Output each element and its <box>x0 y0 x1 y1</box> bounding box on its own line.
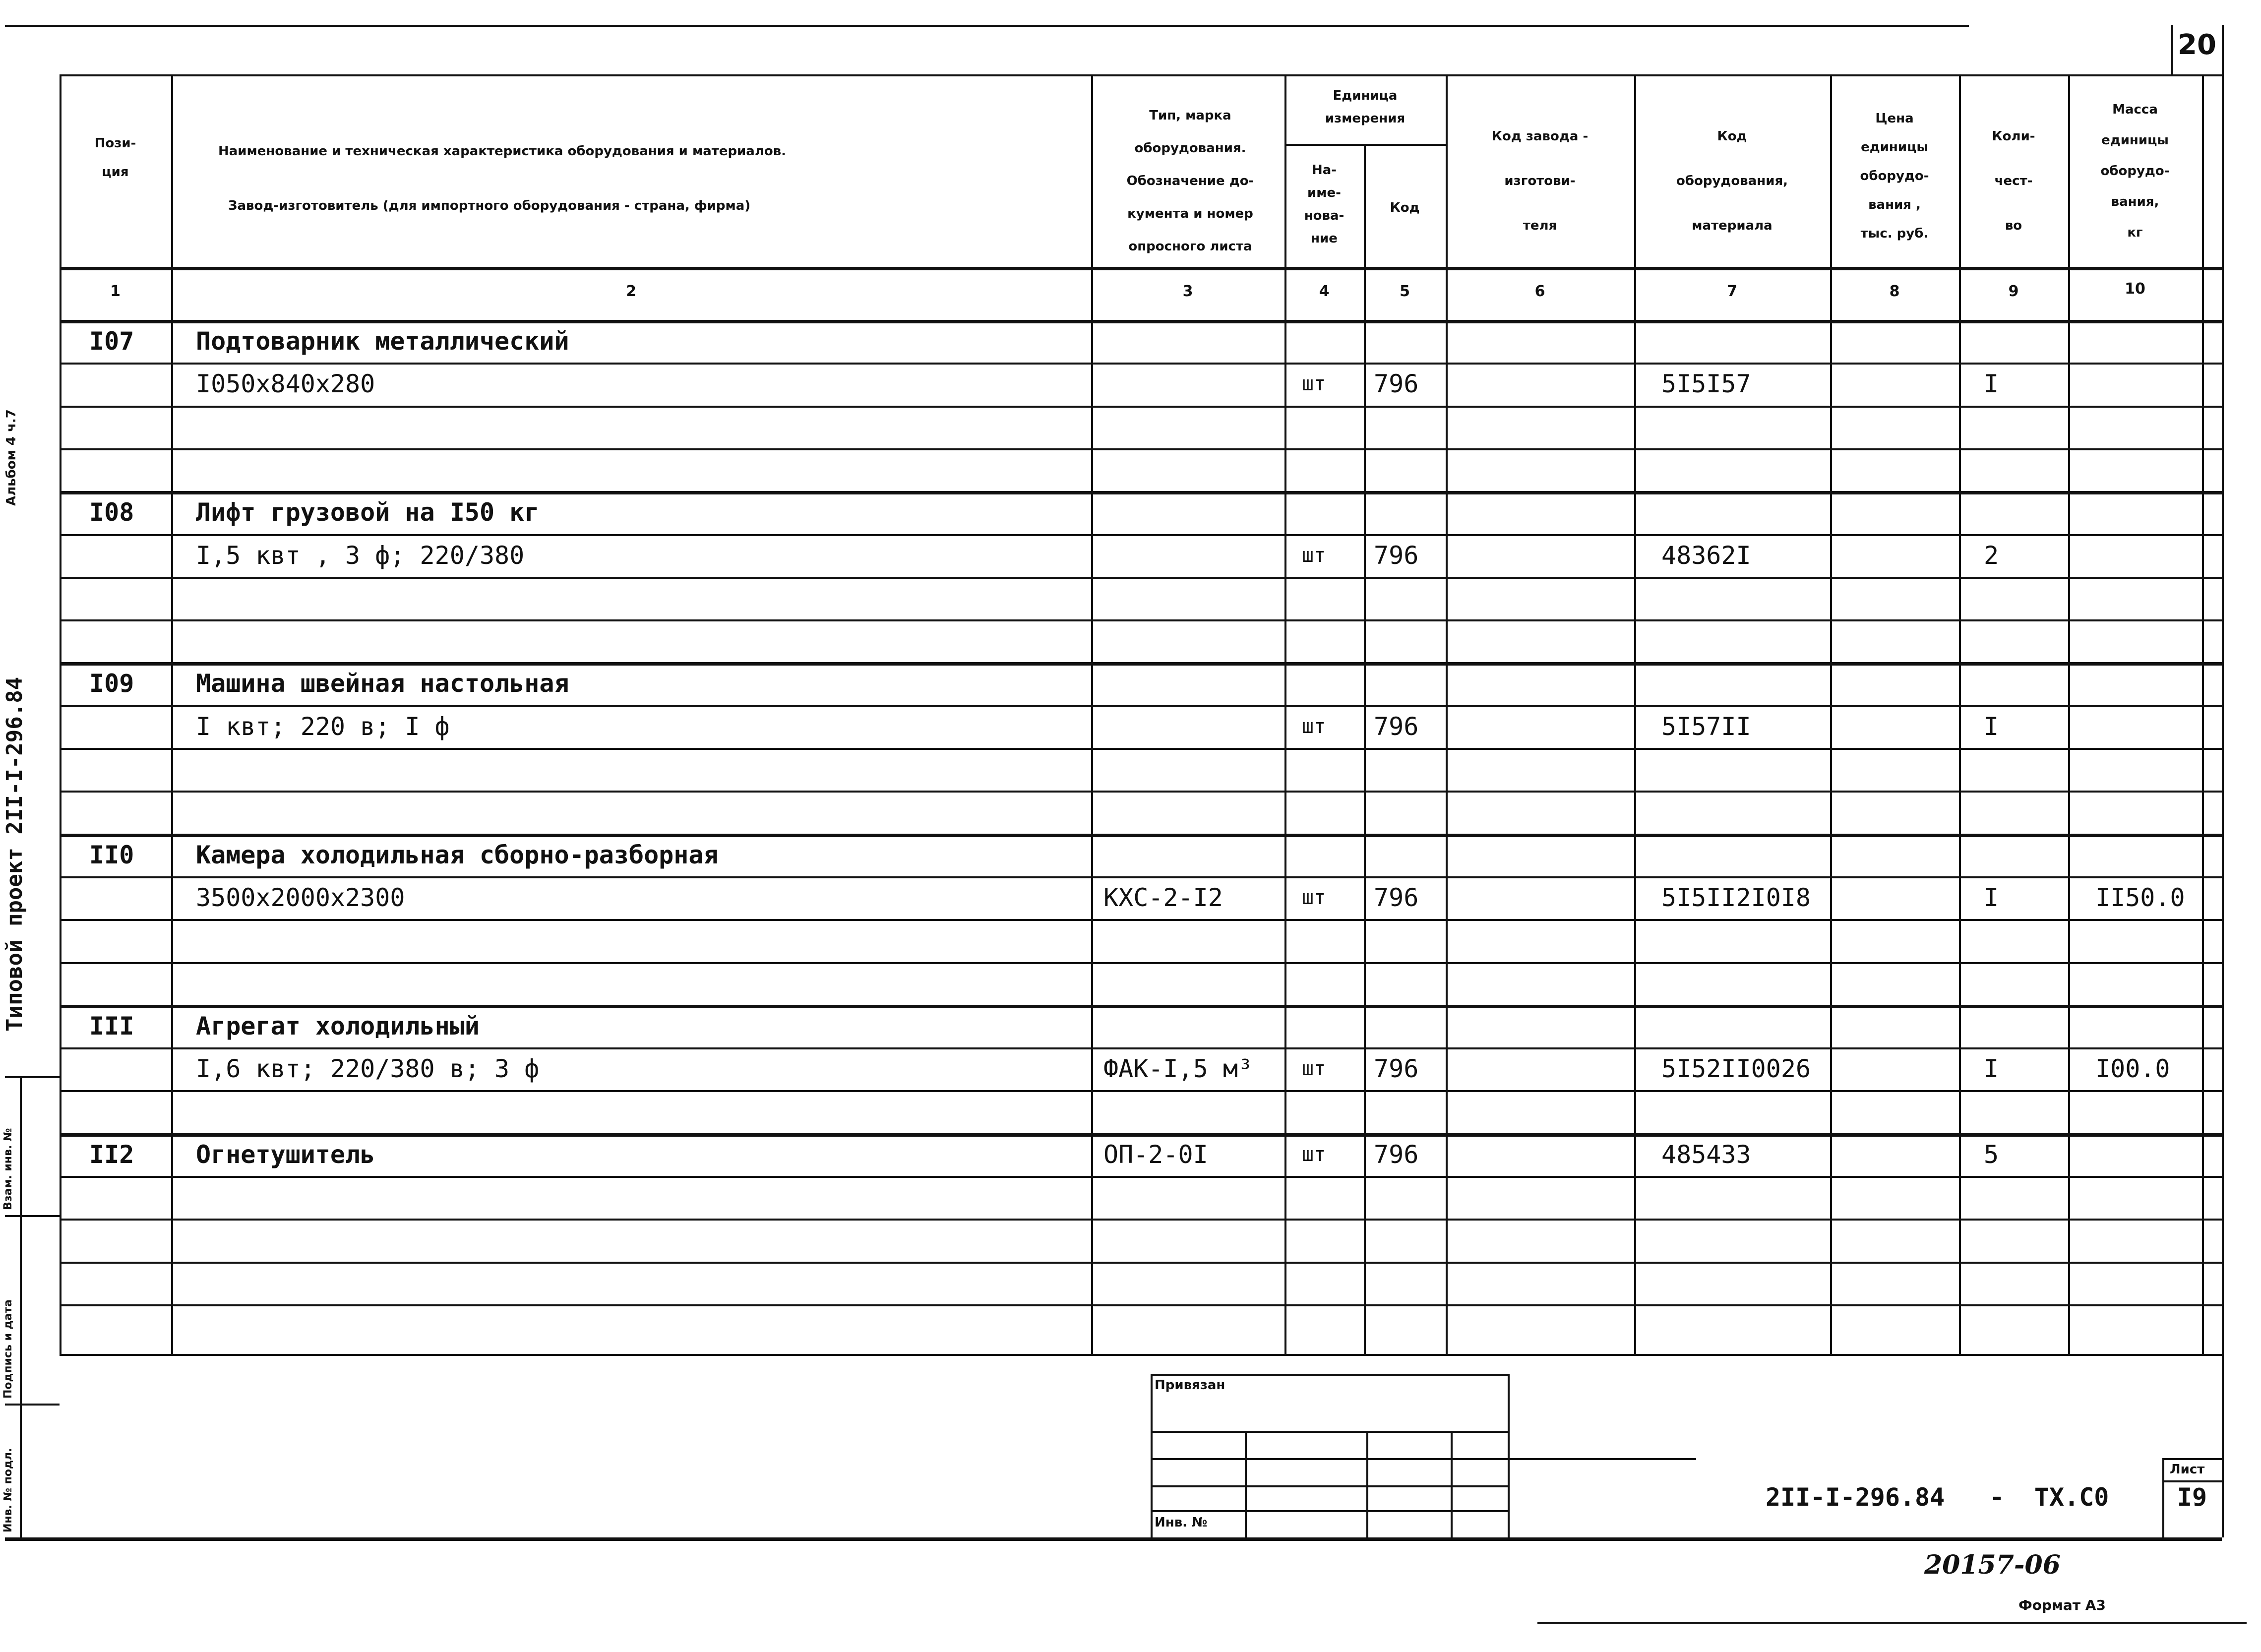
margin-h-1 <box>5 1076 60 1078</box>
colnum-3: 3 <box>1182 283 1193 300</box>
stamp-v-3 <box>1451 1431 1453 1537</box>
stamp-v-2 <box>1366 1431 1368 1537</box>
stamp-line-1 <box>1151 1431 1508 1433</box>
row-name: Агрегат холодильный <box>196 1011 480 1040</box>
row-separator <box>60 363 2222 365</box>
sheet-box-left <box>2162 1458 2164 1537</box>
row-separator <box>60 919 2222 921</box>
header-col8: Цена единицы оборудо- вания , тыс. руб. <box>1860 111 1929 241</box>
row-mass: II50.0 <box>2095 883 2185 912</box>
header-bottom <box>60 267 2222 270</box>
row-separator <box>60 962 2222 964</box>
top-border <box>5 25 1969 27</box>
row-type: ОП-2-0I <box>1103 1140 1208 1169</box>
side-project: Типовой проект 2II-I-296.84 <box>2 676 27 1032</box>
row-separator <box>60 619 2222 621</box>
col-line-2 <box>1091 74 1093 1354</box>
stamp-inv-label: Инв. № <box>1155 1515 1208 1530</box>
row-code: 796 <box>1374 1054 1419 1084</box>
row-equip-code: 5I57II <box>1661 712 1751 741</box>
frame-top <box>60 74 2222 76</box>
side-inv-orig: Инв. № подл. <box>2 1448 14 1532</box>
row-position: III <box>89 1011 134 1040</box>
row-quantity: 5 <box>1984 1140 1999 1169</box>
row-name: Огнетушитель <box>196 1140 375 1169</box>
row-separator <box>60 1219 2222 1221</box>
colnum-5: 5 <box>1400 283 1410 300</box>
sheet-box-mid <box>2162 1480 2222 1482</box>
row-separator <box>60 748 2222 750</box>
row-position: I09 <box>89 669 134 698</box>
row-position: I07 <box>89 327 134 356</box>
row-separator <box>60 1304 2222 1306</box>
format-label: Формат А3 <box>2018 1597 2106 1613</box>
row-separator <box>60 791 2222 793</box>
stamp-right <box>1508 1374 1510 1537</box>
row-unit: шт <box>1302 1057 1326 1081</box>
stamp-line-2 <box>1151 1458 1696 1460</box>
row-position: I08 <box>89 498 134 527</box>
sheet-box-top <box>2162 1458 2222 1460</box>
header-col7: Код оборудования, материала <box>1676 129 1788 233</box>
table-bottom <box>60 1354 2222 1356</box>
stamp-attached-label: Привязан <box>1155 1378 1225 1393</box>
colnum-10: 10 <box>2125 280 2145 298</box>
row-code: 796 <box>1374 369 1419 399</box>
row-unit: шт <box>1302 372 1326 396</box>
frame-left <box>60 74 61 1354</box>
header-col10: Масса единицы оборудо- вания, кг <box>2100 102 2170 240</box>
bottom-format-line <box>1537 1622 2247 1624</box>
row-separator <box>60 448 2222 450</box>
frame-right <box>2222 25 2224 1537</box>
colnum-8: 8 <box>1889 283 1900 300</box>
row-equip-code: 5I5I57 <box>1661 369 1751 399</box>
col-line-8 <box>1959 74 1961 1354</box>
margin-h-2 <box>5 1215 60 1217</box>
row-equip-code: 485433 <box>1661 1140 1751 1169</box>
header-col9: Коли- чест- во <box>1992 129 2035 233</box>
stamp-line-3 <box>1151 1485 1508 1487</box>
row-name: I,5 квт , 3 ф; 220/380 <box>196 541 525 570</box>
sheet-corner-number: 20 <box>2178 29 2216 61</box>
row-quantity: I <box>1984 712 1999 741</box>
row-position: II0 <box>89 840 134 869</box>
row-code: 796 <box>1374 712 1419 741</box>
row-equip-code: 48362I <box>1661 541 1751 570</box>
row-unit: шт <box>1302 715 1326 738</box>
row-separator <box>60 406 2222 408</box>
row-name: I квт; 220 в; I ф <box>196 712 450 741</box>
row-name: 3500x2000x2300 <box>196 883 405 912</box>
row-type: КХС-2-I2 <box>1103 883 1223 912</box>
header-col3: Тип, марка оборудования. Обозначение до- кумента и номер опросного листа <box>1126 108 1254 254</box>
margin-h-3 <box>5 1404 60 1406</box>
row-unit: шт <box>1302 1143 1326 1166</box>
row-quantity: I <box>1984 369 1999 399</box>
document-code: 2II-I-296.84 - ТХ.С0 <box>1766 1483 2109 1512</box>
row-name: Машина швейная настольная <box>196 669 569 698</box>
sheet-label: Лист <box>2170 1462 2205 1477</box>
row-quantity: I <box>1984 1054 1999 1084</box>
colnum-9: 9 <box>2008 283 2019 300</box>
row-quantity: I <box>1984 883 1999 912</box>
col-line-1 <box>171 74 173 1354</box>
row-quantity: 2 <box>1984 541 1999 570</box>
header-col45: Единица измерения <box>1325 88 1405 126</box>
header-col6: Код завода - изготови- теля <box>1491 129 1589 233</box>
row-separator <box>60 1090 2222 1092</box>
col-line-5 <box>1446 74 1448 1354</box>
row-mass: I00.0 <box>2095 1054 2170 1084</box>
row-name: Камера холодильная сборно-разборная <box>196 840 719 869</box>
side-inv-repl: Взам. инв. № <box>2 1128 14 1210</box>
row-position: II2 <box>89 1140 134 1169</box>
frame-bottom <box>5 1537 2222 1541</box>
col-line-3 <box>1284 74 1286 1354</box>
row-type: ФАК-I,5 м³ <box>1103 1054 1253 1084</box>
side-album: Альбом 4 ч.7 <box>4 409 19 506</box>
row-code: 796 <box>1374 1140 1419 1169</box>
col-line-7 <box>1830 74 1832 1354</box>
stamp-left <box>1151 1374 1153 1537</box>
header-col4: На- имe- нова- ние <box>1304 163 1344 246</box>
row-code: 796 <box>1374 883 1419 912</box>
col-line-6 <box>1634 74 1636 1354</box>
colnum-4: 4 <box>1319 283 1330 300</box>
row-separator <box>60 1176 2222 1178</box>
side-sign-date: Подпись и дата <box>2 1299 14 1399</box>
header-col5: Код <box>1390 200 1420 215</box>
stamp-v-1 <box>1245 1431 1247 1537</box>
row-equip-code: 5I52II0026 <box>1661 1054 1811 1084</box>
colnum-1: 1 <box>110 283 121 300</box>
sheet-number: I9 <box>2177 1483 2207 1512</box>
stamp-top <box>1151 1374 1508 1376</box>
stamp-line-4 <box>1151 1510 1508 1512</box>
col-line-10 <box>2202 74 2204 1354</box>
colnum-2: 2 <box>626 283 636 300</box>
col-line-9 <box>2068 74 2070 1354</box>
row-name: Лифт грузовой на I50 кг <box>196 498 540 527</box>
header-col1: Пози- ция <box>94 136 136 180</box>
row-unit: шт <box>1302 544 1326 567</box>
margin-line <box>20 1076 22 1537</box>
colnum-6: 6 <box>1534 283 1545 300</box>
row-name: Подтоварник металлический <box>196 327 569 356</box>
colnum-7: 7 <box>1727 283 1737 300</box>
row-separator <box>60 577 2222 579</box>
unit-group-divider <box>1284 144 1446 146</box>
row-equip-code: 5I5II2I0I8 <box>1661 883 1811 912</box>
row-name: I,6 квт; 220/380 в; 3 ф <box>196 1054 540 1084</box>
row-separator <box>60 1262 2222 1264</box>
row-name: I050x840x280 <box>196 369 375 399</box>
handwritten-number: 20157-06 <box>1924 1550 2061 1580</box>
header-col2: Наименование и техническая характеристика оборудования и материалов. Завод-изготовитель (для импортного оборудования - страна, фирма) <box>218 144 787 213</box>
row-unit: шт <box>1302 886 1326 909</box>
row-code: 796 <box>1374 541 1419 570</box>
